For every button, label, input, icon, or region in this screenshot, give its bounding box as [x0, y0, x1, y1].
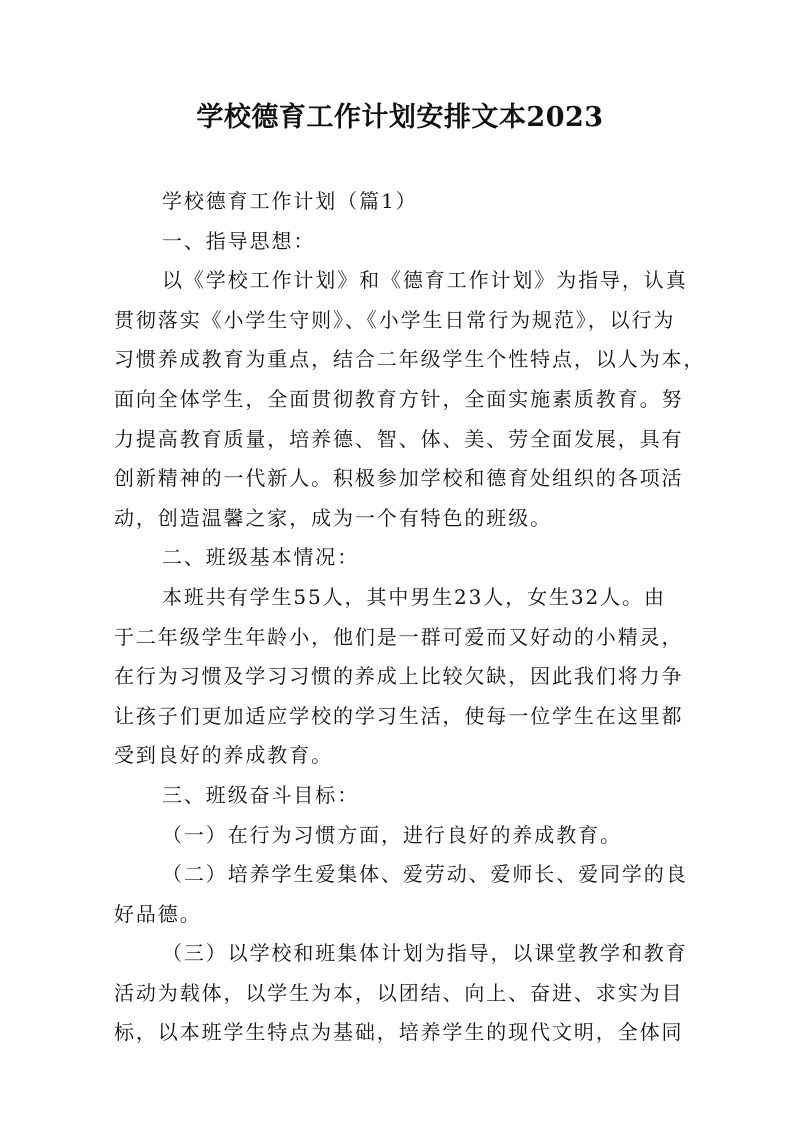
text-line: 一、指导思想：: [162, 228, 316, 253]
text-line: 习惯养成教育为重点，结合二年级学生个性特点，以人为本，: [114, 347, 706, 372]
text-line: 于二年级学生年龄小，他们是一群可爱而又好动的小精灵，: [114, 624, 684, 649]
text-line: 贯彻落实《小学生守则》、《小学生日常行为规范》，以行为: [114, 307, 676, 332]
text-line: 让孩子们更加适应学校的学习生活，使每一位学生在这里都: [114, 703, 684, 728]
text-line: 标，以本班学生特点为基础，培养学生的现代文明，全体同: [114, 1020, 684, 1045]
text-line: 活动为载体，以学生为本，以团结、向上、奋进、求实为目: [114, 980, 684, 1005]
document-body: [114, 182, 706, 1053]
text-line: 三、班级奋斗目标：: [162, 782, 360, 807]
text-line: 动，创造温馨之家，成为一个有特色的班级。: [114, 505, 552, 530]
text-line: （三）以学校和班集体计划为指导，以课堂教学和教育: [162, 941, 688, 966]
text-line: 本班共有学生55人，其中男生23人，女生32人。由: [162, 584, 666, 609]
text-line: 好品德。: [114, 901, 202, 926]
text-line: 力提高教育质量，培养德、智、体、美、劳全面发展，具有: [114, 426, 684, 451]
text-line: （一）在行为习惯方面，进行良好的养成教育。: [162, 822, 622, 847]
text-line: （二）培养学生爱集体、爱劳动、爱师长、爱同学的良: [162, 862, 688, 887]
text-line: 二、班级基本情况：: [162, 545, 360, 570]
text-line: 创新精神的一代新人。积极参加学校和德育处组织的各项活: [114, 466, 684, 491]
text-line: 面向全体学生，全面贯彻教育方针，全面实施素质教育。努: [114, 386, 684, 411]
document-title: 学校德育工作计划安排文本2023: [196, 102, 604, 133]
text-line: 学校德育工作计划（篇1）: [162, 189, 418, 213]
text-line: 以《学校工作计划》和《德育工作计划》为指导，认真: [162, 268, 688, 293]
text-line: 受到良好的养成教育。: [114, 743, 333, 768]
text-line: 在行为习惯及学习习惯的养成上比较欠缺，因此我们将力争: [114, 664, 684, 689]
